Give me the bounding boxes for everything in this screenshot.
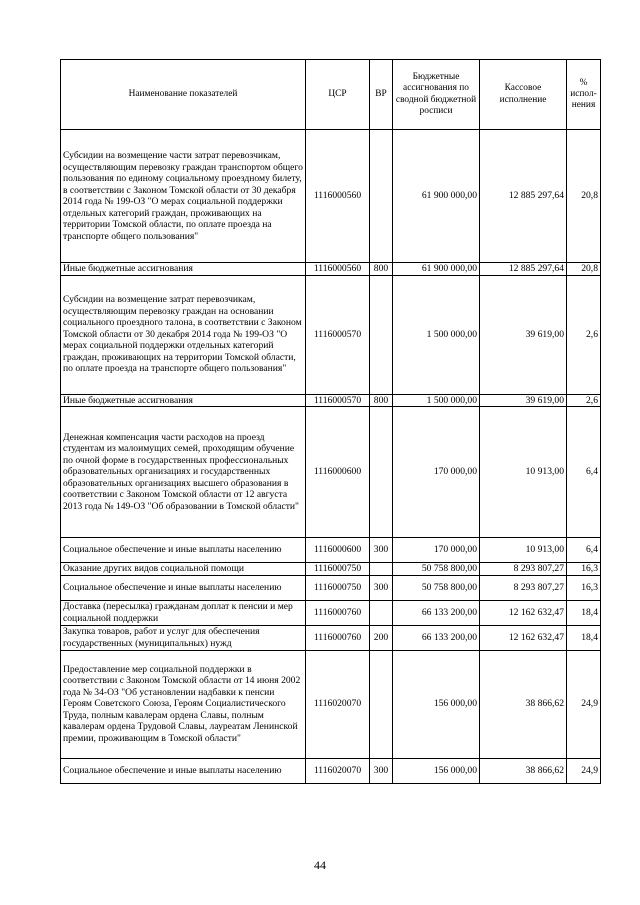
row-percent: 20,8: [567, 130, 601, 263]
row-vr: [370, 650, 393, 758]
row-csr: 1116020070: [306, 758, 370, 783]
header-percent: % испол-нения: [567, 60, 601, 130]
table-row: [61, 538, 601, 563]
table-row: [61, 563, 601, 576]
row-csr: 1116000560: [306, 130, 370, 263]
row-csr: 1116000600: [306, 407, 370, 538]
table-row: [61, 407, 601, 538]
row-allocations: 50 758 800,00: [393, 563, 480, 576]
row-allocations: 1 500 000,00: [393, 275, 480, 394]
table-row: [61, 600, 601, 625]
row-vr: [370, 600, 393, 625]
row-cash: 10 913,00: [480, 407, 567, 538]
header-name: Наименование показателей: [61, 60, 306, 130]
row-allocations: 61 900 000,00: [393, 263, 480, 276]
row-cash: 12 162 632,47: [480, 625, 567, 650]
row-name: Оказание других видов социальной помощи: [61, 563, 306, 576]
row-percent: 6,4: [567, 407, 601, 538]
row-name: Социальное обеспечение и иные выплаты населению: [61, 575, 306, 600]
row-csr: 1116020070: [306, 650, 370, 758]
row-percent: 16,3: [567, 575, 601, 600]
row-allocations: 66 133 200,00: [393, 625, 480, 650]
row-csr: 1116000560: [306, 263, 370, 276]
header-vr: ВР: [370, 60, 393, 130]
row-name: Социальное обеспечение и иные выплаты населению: [61, 538, 306, 563]
row-allocations: 170 000,00: [393, 538, 480, 563]
row-vr: 800: [370, 263, 393, 276]
table-row: [61, 275, 601, 394]
row-percent: 18,4: [567, 625, 601, 650]
page-number: 44: [314, 858, 326, 872]
row-cash: 39 619,00: [480, 275, 567, 394]
row-cash: 12 162 632,47: [480, 600, 567, 625]
row-vr: 800: [370, 394, 393, 407]
row-allocations: 61 900 000,00: [393, 130, 480, 263]
row-allocations: 170 000,00: [393, 407, 480, 538]
row-name: Закупка товаров, работ и услуг для обеспечения государственных (муниципальных) нужд: [61, 625, 306, 650]
row-name: Иные бюджетные ассигнования: [61, 263, 306, 276]
row-csr: 1116000760: [306, 600, 370, 625]
row-vr: 300: [370, 758, 393, 783]
row-vr: [370, 563, 393, 576]
budget-table: [60, 59, 601, 784]
row-vr: 300: [370, 538, 393, 563]
row-percent: 24,9: [567, 650, 601, 758]
row-name: Субсидии на возмещение затрат перевозчикам, осуществляющим перевозку граждан на основании социального проездного талона, в соответствии с Законом Томской области от 30 декабря 2014 года № 199-ОЗ "О мерах социальной поддержки отдельных категорий граждан, проживающих на территории Томской области, по оплате проезда на транспорте общего пользования": [61, 275, 306, 394]
table-row: [61, 130, 601, 263]
row-name: Доставка (пересылка) гражданам доплат к пенсии и мер социальной поддержки: [61, 600, 306, 625]
row-allocations: 1 500 000,00: [393, 394, 480, 407]
header-row: [61, 60, 601, 130]
row-allocations: 66 133 200,00: [393, 600, 480, 625]
row-csr: 1116000760: [306, 625, 370, 650]
row-vr: [370, 130, 393, 263]
row-name: Субсидии на возмещение части затрат перевозчикам, осуществляющим перевозку граждан транспортом общего пользования по единому социальному проездному билету, в соответствии с Законом Томской области от 30 декабря 2014 года № 199-ОЗ "О мерах социальной поддержки отдельных категорий граждан, проживающих на территории Томской области, по оплате проезда на транспорте общего пользования": [61, 130, 306, 263]
row-percent: 2,6: [567, 275, 601, 394]
row-vr: 300: [370, 575, 393, 600]
row-cash: 39 619,00: [480, 394, 567, 407]
row-cash: 12 885 297,64: [480, 263, 567, 276]
row-cash: 10 913,00: [480, 538, 567, 563]
row-name: Денежная компенсация части расходов на проезд студентам из малоимущих семей, проходящим обучение по очной форме в государственных профессиональных образовательных организациях и государственных образовательных организациях высшего образования в соответствии с Законом Томской области от 12 августа 2013 года № 149-ОЗ "Об образовании в Томской области": [61, 407, 306, 538]
row-csr: 1116000750: [306, 563, 370, 576]
row-percent: 24,9: [567, 758, 601, 783]
row-csr: 1116000570: [306, 394, 370, 407]
row-percent: 2,6: [567, 394, 601, 407]
row-csr: 1116000600: [306, 538, 370, 563]
header-csr: ЦСР: [306, 60, 370, 130]
table-row: [61, 263, 601, 276]
table-row: [61, 625, 601, 650]
table-row: [61, 758, 601, 783]
row-vr: [370, 407, 393, 538]
row-name: Иные бюджетные ассигнования: [61, 394, 306, 407]
row-percent: 20,8: [567, 263, 601, 276]
row-percent: 18,4: [567, 600, 601, 625]
row-csr: 1116000750: [306, 575, 370, 600]
row-allocations: 156 000,00: [393, 758, 480, 783]
row-cash: 8 293 807,27: [480, 575, 567, 600]
table-row: [61, 650, 601, 758]
row-allocations: 156 000,00: [393, 650, 480, 758]
header-allocations: Бюджетные ассигнования по сводной бюджетной росписи: [393, 60, 480, 130]
row-name: Предоставление мер социальной поддержки в соответствии с Законом Томской области от 14 июня 2002 года № 34-ОЗ "Об установлении надбавки к пенсии Героям Советского Союза, Героям Социалистического Труда, полным кавалерам ордена Славы, полным кавалерам ордена Трудовой Славы, лауреатам Ленинской премии, проживающим в Томской области": [61, 650, 306, 758]
row-csr: 1116000570: [306, 275, 370, 394]
row-cash: 38 866,62: [480, 650, 567, 758]
table-row: [61, 394, 601, 407]
row-name: Социальное обеспечение и иные выплаты населению: [61, 758, 306, 783]
row-vr: 200: [370, 625, 393, 650]
row-allocations: 50 758 800,00: [393, 575, 480, 600]
row-cash: 8 293 807,27: [480, 563, 567, 576]
row-percent: 16,3: [567, 563, 601, 576]
table-row: [61, 575, 601, 600]
row-percent: 6,4: [567, 538, 601, 563]
row-vr: [370, 275, 393, 394]
row-cash: 38 866,62: [480, 758, 567, 783]
header-cash: Кассовое исполнение: [480, 60, 567, 130]
row-cash: 12 885 297,64: [480, 130, 567, 263]
